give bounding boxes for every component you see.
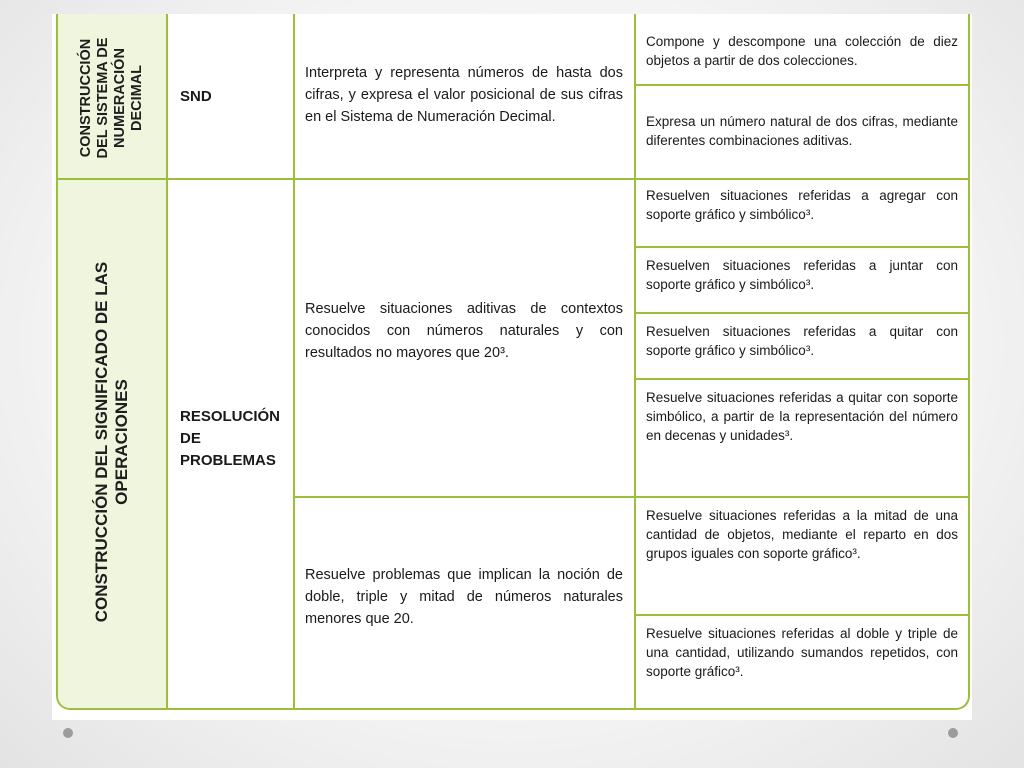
indicator-text-8: Resuelve situaciones referidas al doble y triple de una cantidad, utilizando sumandos repetidos, con soporte gráfico³. [646,626,958,679]
row-divider [635,496,968,498]
column-divider [293,14,295,708]
row-divider [58,178,968,180]
capacity-text-3: Resuelve problemas que implican la noción de doble, triple y mitad de números naturales menores que 20. [305,567,623,627]
row-divider [293,496,636,498]
indicator-text-7: Resuelve situaciones referidas a la mitad de una cantidad de objetos, mediante el reparto en dos grupos iguales con soporte gráfico³. [646,508,958,561]
row-divider [635,246,968,248]
indicator-text-6: Resuelve situaciones referidas a quitar con soporte simbólico, a partir de la representación del número en decenas y unidades³. [646,390,958,443]
row-divider [635,84,968,86]
axis-label-operations: CONSTRUCCIÓN DEL SIGNIFICADO DE LAS OPERACIONES [92,261,131,623]
capacity-text-2: Resuelve situaciones aditivas de contextos conocidos con números naturales y con resultados no mayores que 20³. [305,301,623,361]
row-divider [635,614,968,616]
row-divider [635,312,968,314]
slide-dot-right [948,728,958,738]
component-label-snd: SND [180,88,212,105]
column-divider [166,14,168,708]
indicator-text-4: Resuelven situaciones referidas a juntar con soporte gráfico y simbólico³. [646,258,958,292]
indicator-text-1: Compone y descompone una colección de diez objetos a partir de dos colecciones. [646,34,958,68]
axis-label-snd: CONSTRUCCIÓN DEL SISTEMA DE NUMERACIÓN DECIMAL [78,37,145,159]
indicator-text-2: Expresa un número natural de dos cifras, mediante diferentes combinaciones aditivas. [646,114,958,148]
component-label-problems: RESOLUCIÓN DE PROBLEMAS [180,408,281,469]
capacity-text-1: Interpreta y representa números de hasta dos cifras, y expresa el valor posicional de sus cifras en el Sistema de Numeración Decimal. [305,65,623,125]
slide-dot-left [63,728,73,738]
column-divider [634,14,636,708]
indicator-text-3: Resuelven situaciones referidas a agregar con soporte gráfico y simbólico³. [646,188,958,222]
indicator-text-5: Resuelven situaciones referidas a quitar con soporte gráfico y simbólico³. [646,324,958,358]
curriculum-table [56,14,970,710]
row-divider [635,378,968,380]
